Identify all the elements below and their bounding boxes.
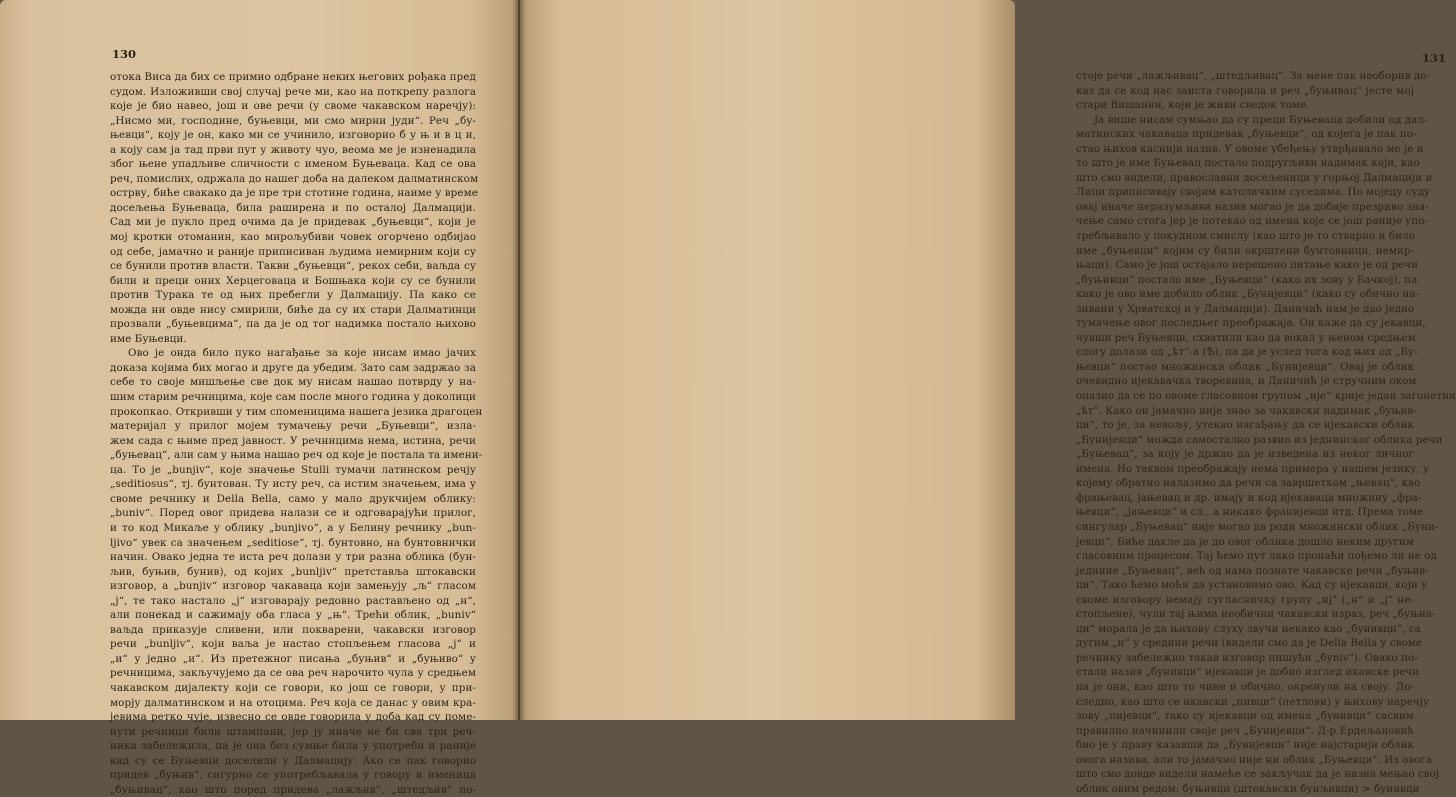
text-line: које је био навео, још и ове речи (у своме чакавском наречју): (110, 100, 476, 113)
text-line: материјал у прилог мојем тумачењу речи „Буњевци“, изла- (110, 420, 476, 433)
text-line: због њене упадљиве сличности с именом Буњеваца. Кад се ова (110, 158, 476, 171)
text-line: нути речници били штампани, јер ју иначе не би сва три реч- (110, 725, 476, 738)
text-line: јевима ретко чује, извесно се овде говорила у доба кад су поме- (110, 711, 476, 724)
text-line: следно, као што се икавски „пивци“ (петлови) у њихову наречју (1076, 695, 1430, 708)
text-line: прокопкао. Откривши у тим споменицима нашега језика драгоцен (110, 405, 483, 418)
text-line: начин. Овако једна те иста реч долази у три разна облика (бун- (110, 551, 476, 564)
text-line: њевци“ постао множински облик „Бунијевци“. Овај је облик (1076, 360, 1414, 373)
text-line: Ово је онда било пуко нагађање за које нисам имао јачих (128, 347, 476, 360)
text-line: придев „буњив“, сигурно се употребљавала у говору и именица (110, 769, 476, 782)
text-line: овај иначе неразумљиви назив могао је да добије презриво зна- (1076, 200, 1429, 213)
text-line: облик овим редом: буњивци (штокавски бунљивци) > бунивци (1076, 782, 1420, 795)
text-line: а коју сам ја тад први пут у животу чуо, веома ме је изненадила (110, 143, 476, 156)
text-line: речницима, закључујемо да се ова реч нарочито чула у средњем (110, 667, 476, 680)
text-line: Лици приписивају својим католичким суседима. По моједу суду (1076, 186, 1431, 199)
text-line: требљавало у покудном смислу (као што је то стварно и било (1076, 230, 1415, 243)
text-line: очевидно ијекавачка творевина, и Даничић је стручним оком (1076, 375, 1417, 388)
text-line: стао њихов каснији назив. У овоме убеђењу утврђивало ме је и (1076, 142, 1424, 155)
text-line: љив, буњив, бунив), од којих „bunljiv“ претставља штокавски (110, 565, 476, 578)
text-line: речнику забележио такав изговор пишући „буniv“). Овако по- (1076, 651, 1418, 664)
left-page-body (110, 70, 483, 797)
text-line: али понекад и сажимају оба гласа у „њ“. Трећи облик, „buniv“ (110, 609, 476, 622)
text-line: чакавском дијалекту који се говори, ко још се говори, у при- (110, 681, 476, 694)
text-line: се бунили против власти. Такви „буњевци“, рекох себи, ваљда су (110, 260, 476, 273)
text-line: „ј“, те тако настало „ј“ изговарају редовно растављено од „н“, (110, 594, 476, 607)
text-line: којему обратно налазимо да речи са завршетком „њевац“, као (1076, 477, 1421, 490)
text-line: правилно начинили своје реч „Бунијевци“. Д-р Ердељановић (1076, 724, 1414, 737)
text-line: њевци“, коју је он, како ми се учинило, изговорио б у њ и в ц и, (110, 129, 476, 142)
text-line: против Турака те од њих пребегли у Далмацију. Па како се (110, 289, 476, 302)
text-line: име „буњевци“ којим су били окрштени бунтовници, немир- (1076, 244, 1414, 257)
text-line: овога назива, али то јамачно није ни облик „Буњевци“. Из овога (1076, 753, 1433, 766)
text-line: како је ово име добило облик „Бунијевци“ (како су обично на- (1076, 288, 1420, 301)
text-line: изговор, а „bunjiv“ изговор чакаваца који замењују „љ“ гласом (110, 580, 476, 593)
text-line: каз да се код нас заиста говорила и реч „буњивац“ јесте мој (1076, 84, 1414, 97)
text-line: фрањевац, јањевац и др. имају и код ијекаваца множину „фра- (1076, 491, 1422, 504)
text-line: једнине „Буњевац“, већ од нама познате чакавске речи „буњив- (1076, 564, 1429, 577)
text-line: „buniv“. Поред овог придева налази се и одговарајући прилог, (110, 507, 476, 520)
text-line: ци“. Тако ћемо моћи да установимо ово. Кад су ијекавци, који у (1076, 579, 1428, 592)
text-line: досељења Буњеваца, била раширена и по осталој Далмацији. (110, 201, 476, 214)
page-number-right: 131 (1422, 51, 1447, 65)
text-line: ваљда приказује сливени, или покварени, чакавски изговор (110, 623, 476, 636)
text-line: њевци“, „јањевци“ и сл., а никако франијевци итд. Према томе (1076, 506, 1424, 519)
text-line: дугим „и“ у средини речи (видели смо да је Della Bella у своме (1076, 637, 1422, 650)
text-line: Ја више нисам сумњао да су преци Буњеваца добили од дал- (1094, 113, 1428, 126)
text-line: и то код Микаље у облику „bunjivo“, а у Белину речнику „bun- (110, 521, 476, 534)
text-line: „ѣт“. Како он јамачно није знао за чакавски надимак „буњив- (1076, 404, 1417, 417)
text-line: стоје речи „лажљивац“, „штедљивац“. За мене пак необорив до- (1076, 70, 1431, 82)
text-line: судом. Изложивши свој случај рече ми, као на поткрепу разлога (110, 85, 476, 98)
text-line: чувши реч Буњевци, схватили као да вокал у њеном средњем (1076, 331, 1416, 344)
text-line: па је они, као што то чине и обично, окренули на своју. До- (1076, 680, 1414, 693)
text-line: ljivo“ увек са значењем „seditiose“, тј. бунтовно, на бунтовнички (110, 536, 476, 549)
text-line: сингулар „Буњевац“ није могао да роди множински облик „Буни- (1076, 520, 1439, 533)
text-line: стали назив „бунивци“ ијекавци је добио изглед икавске речи (1076, 666, 1420, 679)
text-line: што смо видели, православни досељеници у горњој Далмацији и (1076, 171, 1433, 184)
text-line: ника забележила, па је она без сумње била у употреби и раније (110, 740, 476, 753)
text-line: зову „пијевци“, тако су ијекавци од имена „бунивци“ сасвим (1076, 710, 1414, 723)
page-number-left: 130 (112, 47, 137, 61)
text-line: своме изговору немају сугласничку групу „нј“ („н“ и „ј“ не- (1076, 593, 1414, 606)
text-line: стопљене), чули тај њима необични чакавски израз, реч „буњив- (1076, 608, 1436, 621)
text-line: своме речнику и Della Bella, само у мало друкчијем облику: (110, 492, 476, 505)
text-line: зивани у Хрватској и у Далмацији). Даничић нам је дао једно (1076, 302, 1415, 315)
text-line: „буњивци“ постало име „Буњевци“ (како их зову у Бачкој), па (1076, 273, 1418, 286)
text-line: мој кротки отоманин, као мирољубиви човек огорчено одбијао (110, 231, 476, 244)
text-line: били и преци оних Херцеговаца и Бошњака који су се бунили (110, 274, 476, 287)
text-line: име Буњевци. (110, 332, 187, 345)
text-line: доказа којима бих могао и друге да убедим. Зато сам задржао за (110, 361, 476, 374)
text-line: „буњивац“, као што поред придева „лажљив“, „штедљив“ по- (110, 783, 476, 796)
text-line: то што је име Буњевац постало подругљиви надимак који, као (1076, 157, 1420, 170)
text-line: Сад ми је пукло пред очима да је придевак „буњевци“, који је (110, 216, 476, 229)
text-line: тумачење овог последњег преображаја. Он каже да су јекавци, (1076, 317, 1426, 330)
text-line: шим старим речницима, које сам после много година у доколици (110, 391, 476, 404)
text-line: прозвали „буњевцима“, па да је од тог надимка постало њихово (110, 318, 476, 331)
text-line: острву, биће свакако да је пре три стотине година, наиме у време (110, 187, 478, 200)
text-line: „буњевац“, али сам у њима нашао реч од које је постала та имени- (110, 449, 483, 462)
text-line: гласовним процесом. Тај ћемо пут лако пронаћи пођемо ли не од (1076, 550, 1437, 563)
text-line: „Буњевац“, за коју је држао да је изведена из неког личног (1076, 448, 1414, 461)
text-line: морју далматинском и на отоцима. Реч која се данас у овим кра- (110, 696, 476, 709)
right-page (520, 0, 1456, 795)
text-line: „seditiosus“, тј. бунтован. Ту исту реч, са истим значењем, има у (110, 478, 476, 491)
text-line: опазио да се по овоме гласовном групом „ије“ крије један загонетни (1076, 390, 1456, 403)
text-line: био је у праву казавши да „Бунијевци“ није најстарији облик (1076, 739, 1414, 752)
right-page-body (1076, 69, 1456, 796)
text-line: „Бунијевци“ можда самостално развио из једнинског облика речи (1076, 433, 1443, 446)
text-line: себе то своје мишљење све док му нисам нашао потврду у на- (110, 376, 476, 389)
text-line: што смо довде видели намеће се закључак да је назив мењао свој (1076, 768, 1440, 781)
text-line: „и“ у једно „и“. Из претежног писања „буњив“ и „буњиво“ у (110, 652, 476, 665)
text-line: кад су се Буњевци доселили у Далмацију. Ако се пак говорио (110, 754, 476, 767)
text-line: слогу долази од „ѣт“-а (Ѣ), па да је услед тога код њих од „Бу- (1076, 346, 1418, 359)
text-line: јевци“. Биће дакле да је до овог облика дошло неким другим (1076, 535, 1414, 548)
text-line: имена. Но таквом преображају нема примера у нашем језику, у (1076, 462, 1430, 475)
text-line: отока Виса да бих се примио одбране неких његових рођака пред (110, 71, 476, 83)
text-line: речи „bunljiv“, који ваља је настао стопљењем гласова „ј“ и (110, 638, 476, 651)
book-gutter (512, 0, 526, 720)
left-page (0, 0, 518, 796)
text-line: можда ни овде нису смирили, биће да су их стари Далматинци (110, 303, 476, 316)
text-line: реч, помислих, одржала до нашег доба на далеком далматинском (110, 172, 479, 185)
text-line: стари Вишанин, који је живи сведок томе. (1076, 99, 1310, 112)
text-line: чење само стога јер је потекао од имена које се још раније упо- (1076, 215, 1428, 228)
text-line: ца. То је „bunjiv“, које значење Stulli тумачи латинском речју (110, 463, 476, 476)
text-line: жем сада с њиме пред јавност. У речницима нема, истина, речи (110, 434, 476, 447)
text-line: матинских чакаваца придевак „буњевци“, од којега је пак по- (1076, 128, 1417, 141)
text-line: ци“ морала је да њихову слуху звучи некако као „бунивци“, са (1076, 622, 1421, 635)
text-line: њаци). Само је још остајало нерешено питање како је од речи (1076, 259, 1419, 272)
text-line: „Нисмо ми, господине, буњевци, ми смо мирни јуди“. Реч „бу- (110, 114, 476, 127)
text-line: од себе, јамачно и раније приписиван људима немирним који су (110, 245, 476, 258)
text-line: ци“, то је, за невољу, утекао нагађању да се ијекавски облик (1076, 419, 1414, 432)
